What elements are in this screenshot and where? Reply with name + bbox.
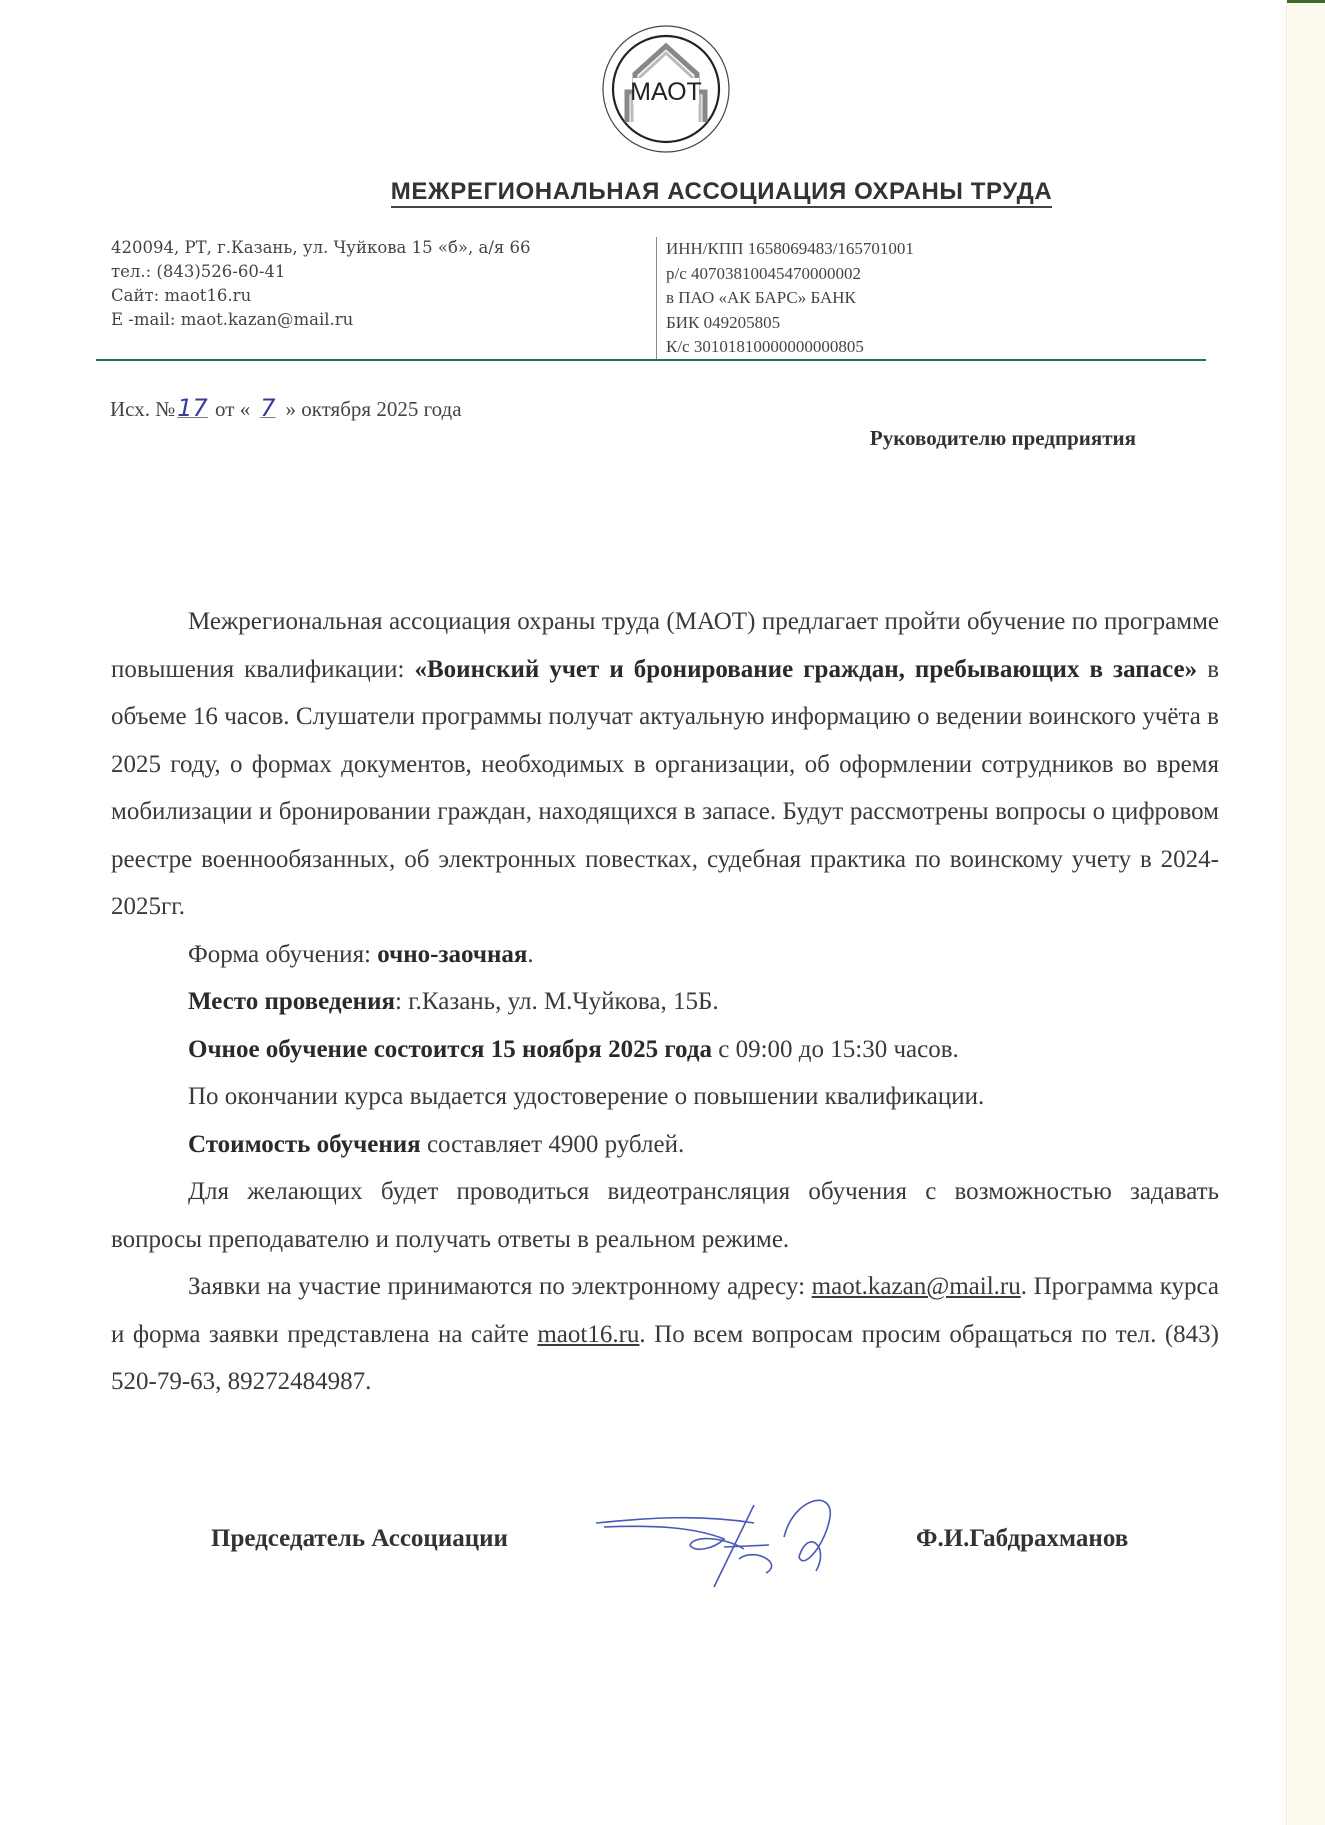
paragraph-applications: Заявки на участие принимаются по электронному адресу: maot.kazan@mail.ru. Программа курса и форма заявки представлена на сайте maot16.ru. По всем вопросам просим обращаться по тел. (843) 520-79-63, 89272484987. (111, 1273, 1219, 1395)
organization-name: МЕЖРЕГИОНАЛЬНАЯ АССОЦИАЦИЯ ОХРАНЫ ТРУДА (0, 178, 1325, 206)
phone: тел.: (843)526-60-41 (111, 262, 286, 281)
inn-kpp: ИНН/КПП 1658069483/165701001 (666, 239, 914, 258)
contact-info (111, 236, 651, 332)
account-number: р/с 40703810045470000002 (666, 263, 862, 283)
signatory-title: Председатель Ассоциации (211, 1525, 508, 1552)
maot-logo-icon (599, 22, 733, 156)
logo-text: МАОТ (630, 78, 702, 106)
correspondent-account: К/с 30101810000000000805 (666, 337, 864, 356)
addressee: Руководителю предприятия (869, 426, 1136, 450)
address: 420094, РТ, г.Казань, ул. Чуйкова 15 «б», а/я 66 (111, 238, 531, 257)
paragraph-cost: Стоимость обучения составляет 4900 рублей. (188, 1130, 685, 1158)
handwritten-signature-icon (594, 1487, 864, 1597)
outgoing-reference: Исх. №17 от « 7 » октября 2025 года (110, 394, 462, 422)
bik: БИК 049205805 (666, 312, 781, 332)
paragraph-location: Место проведения: г.Казань, ул. М.Чуйкова, 15Б. (188, 988, 719, 1015)
email-link[interactable]: maot.kazan@mail.ru (811, 1273, 1021, 1300)
contacts-divider (656, 237, 657, 359)
paragraph-date: Очное обучение состоится 15 ноября 2025 года с 09:00 до 15:30 часов. (188, 1035, 959, 1063)
signature-block (0, 1525, 1325, 1585)
website-link[interactable]: maot16.ru (537, 1320, 640, 1348)
reference-number: 17 (177, 394, 208, 422)
paragraph-streaming: Для желающих будет проводиться видеотрансляция обучения с возможностью задавать вопросы преподавателю и получать ответы в реальном режиме. (111, 1178, 1219, 1253)
email: E -mail: maot.kazan@mail.ru (111, 310, 354, 329)
bank-details (666, 237, 1226, 360)
paragraph-certificate: По окончании курса выдается удостоверение о повышении квалификации. (188, 1083, 985, 1110)
reference-day: 7 (260, 394, 276, 422)
signatory-name: Ф.И.Габдрахманов (916, 1525, 1129, 1552)
letter-body (111, 598, 1219, 1406)
paragraph-intro: Межрегиональная ассоциация охраны труда (МАОТ) предлагает пройти обучение по программе повышения квалификации: «Воинский учет и бронирование граждан, пребывающих в запасе» в объеме 16 часов. Слушатели программы получат актуальную информацию о ведении воинского учёта в 2025 году, о формах документов, необходимых в организации, об оформлении сотрудников во время мобилизации и бронировании граждан, находящихся в запасе. Будут рассмотрены вопросы о цифровом реестре военнообязанных, об электронных повестках, судебная практика по воинскому учету в 2024-2025гг. (111, 608, 1219, 920)
header-rule (96, 359, 1206, 361)
scan-edge-mark (1287, 0, 1325, 3)
bank-name: в ПАО «АК БАРС» БАНК (666, 288, 856, 307)
paragraph-form: Форма обучения: очно-заочная. (188, 940, 534, 968)
website: Сайт: maot16.ru (111, 286, 252, 305)
